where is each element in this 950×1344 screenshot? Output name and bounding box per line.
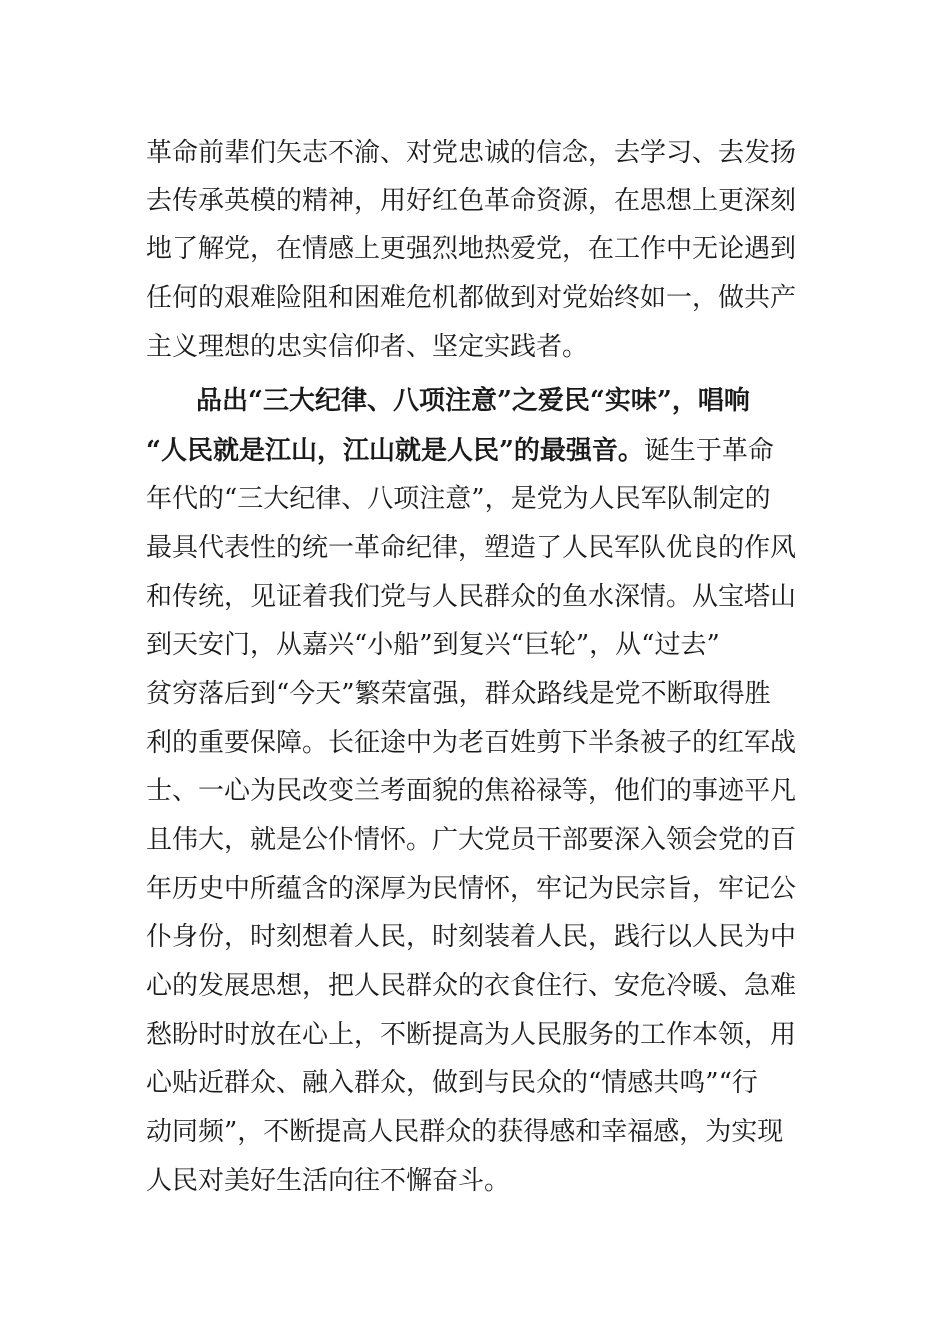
- heading-rest-text: 诞生于革命: [643, 436, 774, 466]
- paragraph-line: 人民对美好生活向往不懈奋斗。: [146, 1166, 511, 1196]
- paragraph-line: 心的发展思想，把人民群众的衣食住行、安危冷暖、急难: [146, 971, 797, 1001]
- paragraph-line: 年代的“三大纪律、八项注意”，是党为人民军队制定的: [146, 484, 771, 514]
- paragraph-line: 最具代表性的统一革命纪律，塑造了人民军队优良的作风: [146, 533, 797, 563]
- paragraph-line: 年历史中所蕴含的深厚为民情怀，牢记为民宗旨，牢记公: [146, 874, 797, 904]
- paragraph-line: 士、一心为民改变兰考面貌的焦裕禄等，他们的事迹平凡: [146, 776, 797, 806]
- paragraph-line: 贫穷落后到“今天”繁荣富强，群众路线是党不断取得胜: [146, 679, 771, 709]
- paragraph-line: 动同频”，不断提高人民群众的获得感和幸福感，为实现: [146, 1117, 784, 1147]
- paragraph-line: 仆身份，时刻想着人民，时刻装着人民，践行以人民为中: [146, 922, 797, 952]
- paragraph-line: 地了解党，在情感上更强烈地热爱党，在工作中无论遇到: [146, 234, 797, 264]
- paragraph-line: 利的重要保障。长征途中为老百姓剪下半条被子的红军战: [146, 728, 797, 758]
- paragraph-line: 任何的艰难险阻和困难危机都做到对党始终如一，做共产: [146, 283, 797, 313]
- paragraph-line: 去传承英模的精神，用好红色革命资源，在思想上更深刻: [146, 186, 797, 216]
- paragraph-line: 革命前辈们矢志不渝、对党忠诚的信念，去学习、去发扬: [146, 138, 797, 168]
- paragraph-heading-line-2: [146, 434, 806, 468]
- paragraph-heading-line: 品出“三大纪律、八项注意”之爱民“实味”，唱响: [196, 386, 750, 416]
- paragraph-line: 主义理想的忠实信仰者、坚定实践者。: [146, 332, 589, 362]
- heading-bold-text: “人民就是江山，江山就是人民”的最强音。: [146, 436, 644, 466]
- paragraph-line: 心贴近群众、融入群众，做到与民众的“情感共鸣”“行: [146, 1068, 758, 1098]
- paragraph-line: 且伟大，就是公仆情怀。广大党员干部要深入领会党的百: [146, 825, 797, 855]
- paragraph-line: 和传统，见证着我们党与人民群众的鱼水深情。从宝塔山: [146, 582, 797, 612]
- paragraph-line: 到天安门，从嘉兴“小船”到复兴“巨轮”，从“过去”: [146, 630, 720, 660]
- paragraph-line: 愁盼时时放在心上，不断提高为人民服务的工作本领，用: [146, 1020, 797, 1050]
